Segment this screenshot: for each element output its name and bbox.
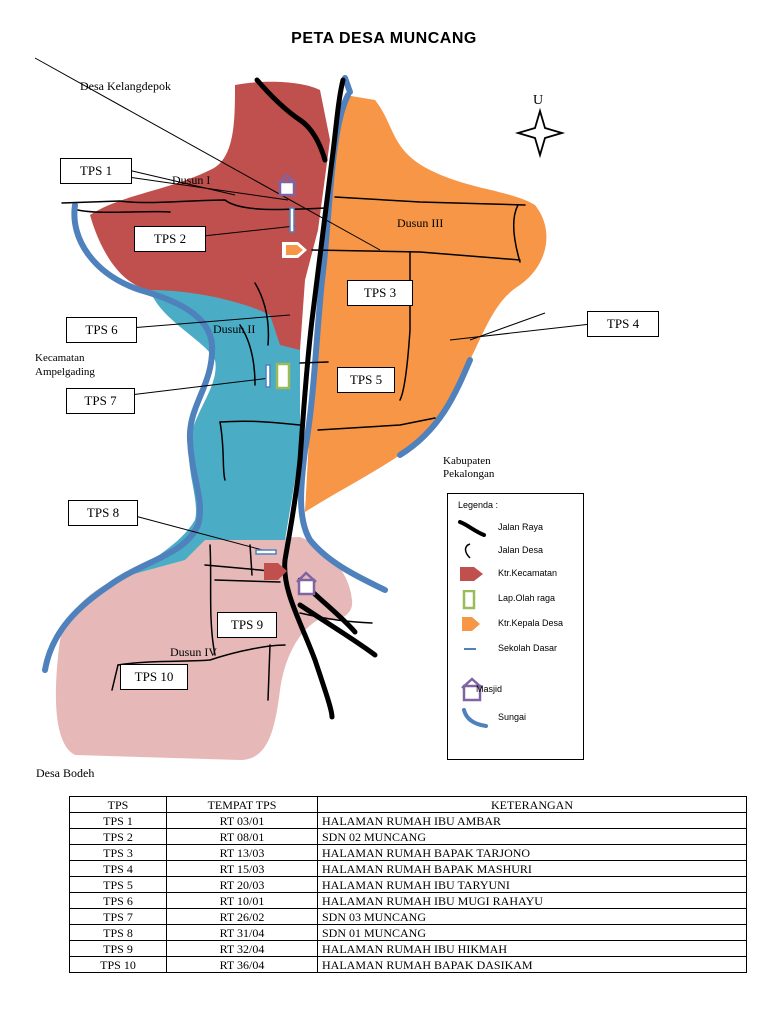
- legend-label: Masjid: [476, 684, 503, 694]
- place-west-2: Ampelgading: [35, 366, 95, 378]
- table-row: [70, 877, 747, 893]
- table-cell: SDN 03 MUNCANG: [318, 909, 747, 925]
- legend-label: Lap.Olah raga: [498, 593, 556, 603]
- table-header: KETERANGAN: [318, 797, 747, 813]
- table-row: [70, 861, 747, 877]
- school-icon-tps-7: [266, 365, 270, 387]
- dusun-4-label: Dusun IV: [170, 645, 217, 659]
- tps-4-label: TPS 4: [587, 311, 659, 337]
- legend-item: [448, 615, 583, 633]
- table-cell: RT 31/04: [167, 925, 318, 941]
- tps-6-label: TPS 6: [66, 317, 137, 343]
- legend-item: [448, 640, 583, 658]
- legend-item: [448, 590, 583, 608]
- legend-item: [448, 676, 583, 704]
- tps-3-label: TPS 3: [347, 280, 413, 306]
- legend-item: [448, 542, 583, 560]
- school-icon-tps-2: [290, 208, 294, 232]
- dusun-1-label: Dusun I: [172, 173, 211, 187]
- table-cell: HALAMAN RUMAH BAPAK TARJONO: [318, 845, 747, 861]
- compass-rose-icon: [518, 111, 562, 155]
- table-cell: RT 08/01: [167, 829, 318, 845]
- table-cell: RT 36/04: [167, 957, 318, 973]
- lapangan-olahraga-map-icon: [277, 364, 289, 388]
- table-cell: TPS 5: [70, 877, 167, 893]
- dusun-2-label: Dusun II: [213, 322, 256, 336]
- sekolah-dasar-icon: [456, 640, 490, 658]
- table-row: [70, 957, 747, 973]
- table-cell: SDN 01 MUNCANG: [318, 925, 747, 941]
- place-north: Desa Kelangdepok: [80, 79, 171, 93]
- table-cell: SDN 02 MUNCANG: [318, 829, 747, 845]
- sungai-icon: [456, 708, 490, 730]
- tps-7-label: TPS 7: [66, 388, 135, 414]
- table-cell: HALAMAN RUMAH IBU AMBAR: [318, 813, 747, 829]
- table-cell: TPS 4: [70, 861, 167, 877]
- legend-label: Sekolah Dasar: [498, 643, 558, 653]
- legend-label: Jalan Desa: [498, 545, 544, 555]
- table-cell: RT 13/03: [167, 845, 318, 861]
- table-cell: RT 20/03: [167, 877, 318, 893]
- legend-title: Legenda :: [458, 500, 499, 510]
- table-row: [70, 845, 747, 861]
- school-icon-tps-8: [256, 550, 276, 554]
- dusun-3-label: Dusun III: [397, 216, 444, 230]
- table-cell: TPS 1: [70, 813, 167, 829]
- place-west-1: Kecamatan: [35, 352, 85, 364]
- legend-label: Ktr.Kepala Desa: [498, 618, 564, 628]
- tps-5-label: TPS 5: [337, 367, 395, 393]
- map-legend: [447, 493, 584, 760]
- table-cell: HALAMAN RUMAH IBU TARYUNI: [318, 877, 747, 893]
- legend-item: [448, 565, 583, 583]
- table-row: [70, 829, 747, 845]
- map-title: PETA DESA MUNCANG: [291, 30, 477, 47]
- tps-9-label: TPS 9: [217, 612, 277, 638]
- tps-table: [69, 796, 747, 973]
- tps-10-label: TPS 10: [120, 664, 188, 690]
- table-cell: TPS 6: [70, 893, 167, 909]
- table-cell: RT 26/02: [167, 909, 318, 925]
- table-cell: TPS 10: [70, 957, 167, 973]
- table-cell: HALAMAN RUMAH BAPAK DASIKAM: [318, 957, 747, 973]
- place-south: Desa Bodeh: [36, 766, 95, 780]
- desa-road: [300, 362, 328, 363]
- place-east-2: Pekalongan: [443, 468, 495, 480]
- kantor-kepala-desa-icon: [456, 615, 490, 633]
- table-cell: TPS 7: [70, 909, 167, 925]
- dusun-3-area: [305, 95, 546, 512]
- table-row: [70, 813, 747, 829]
- tps-1-label: TPS 1: [60, 158, 132, 184]
- table-body: [70, 813, 747, 973]
- table-row: [70, 941, 747, 957]
- table-cell: TPS 3: [70, 845, 167, 861]
- legend-item: [448, 708, 583, 730]
- legend-label: Sungai: [498, 712, 527, 722]
- tps-2-label: TPS 2: [134, 226, 206, 252]
- legend-label: Ktr.Kecamatan: [498, 568, 558, 578]
- compass-north-label: U: [533, 93, 544, 108]
- table-header: TPS: [70, 797, 167, 813]
- table-header: TEMPAT TPS: [167, 797, 318, 813]
- table-cell: HALAMAN RUMAH IBU MUGI RAHAYU: [318, 893, 747, 909]
- jalan-raya-icon: [456, 519, 490, 537]
- kantor-kecamatan-icon: [456, 565, 490, 583]
- table-row: [70, 909, 747, 925]
- table-header-row: [70, 797, 747, 813]
- table-cell: RT 15/03: [167, 861, 318, 877]
- table-cell: HALAMAN RUMAH IBU HIKMAH: [318, 941, 747, 957]
- lapangan-olahraga-icon: [456, 590, 490, 610]
- table-cell: RT 32/04: [167, 941, 318, 957]
- jalan-desa-icon: [456, 542, 490, 560]
- place-east-1: Kabupaten: [443, 455, 491, 467]
- tps-8-label: TPS 8: [68, 500, 138, 526]
- table-row: [70, 893, 747, 909]
- legend-label: Jalan Raya: [498, 522, 544, 532]
- table-cell: TPS 2: [70, 829, 167, 845]
- table-row: [70, 925, 747, 941]
- river-north-branch: [345, 78, 350, 92]
- table-cell: RT 10/01: [167, 893, 318, 909]
- table-cell: TPS 9: [70, 941, 167, 957]
- table-cell: TPS 8: [70, 925, 167, 941]
- table-cell: HALAMAN RUMAH BAPAK MASHURI: [318, 861, 747, 877]
- legend-item: [448, 519, 583, 537]
- table-cell: RT 03/01: [167, 813, 318, 829]
